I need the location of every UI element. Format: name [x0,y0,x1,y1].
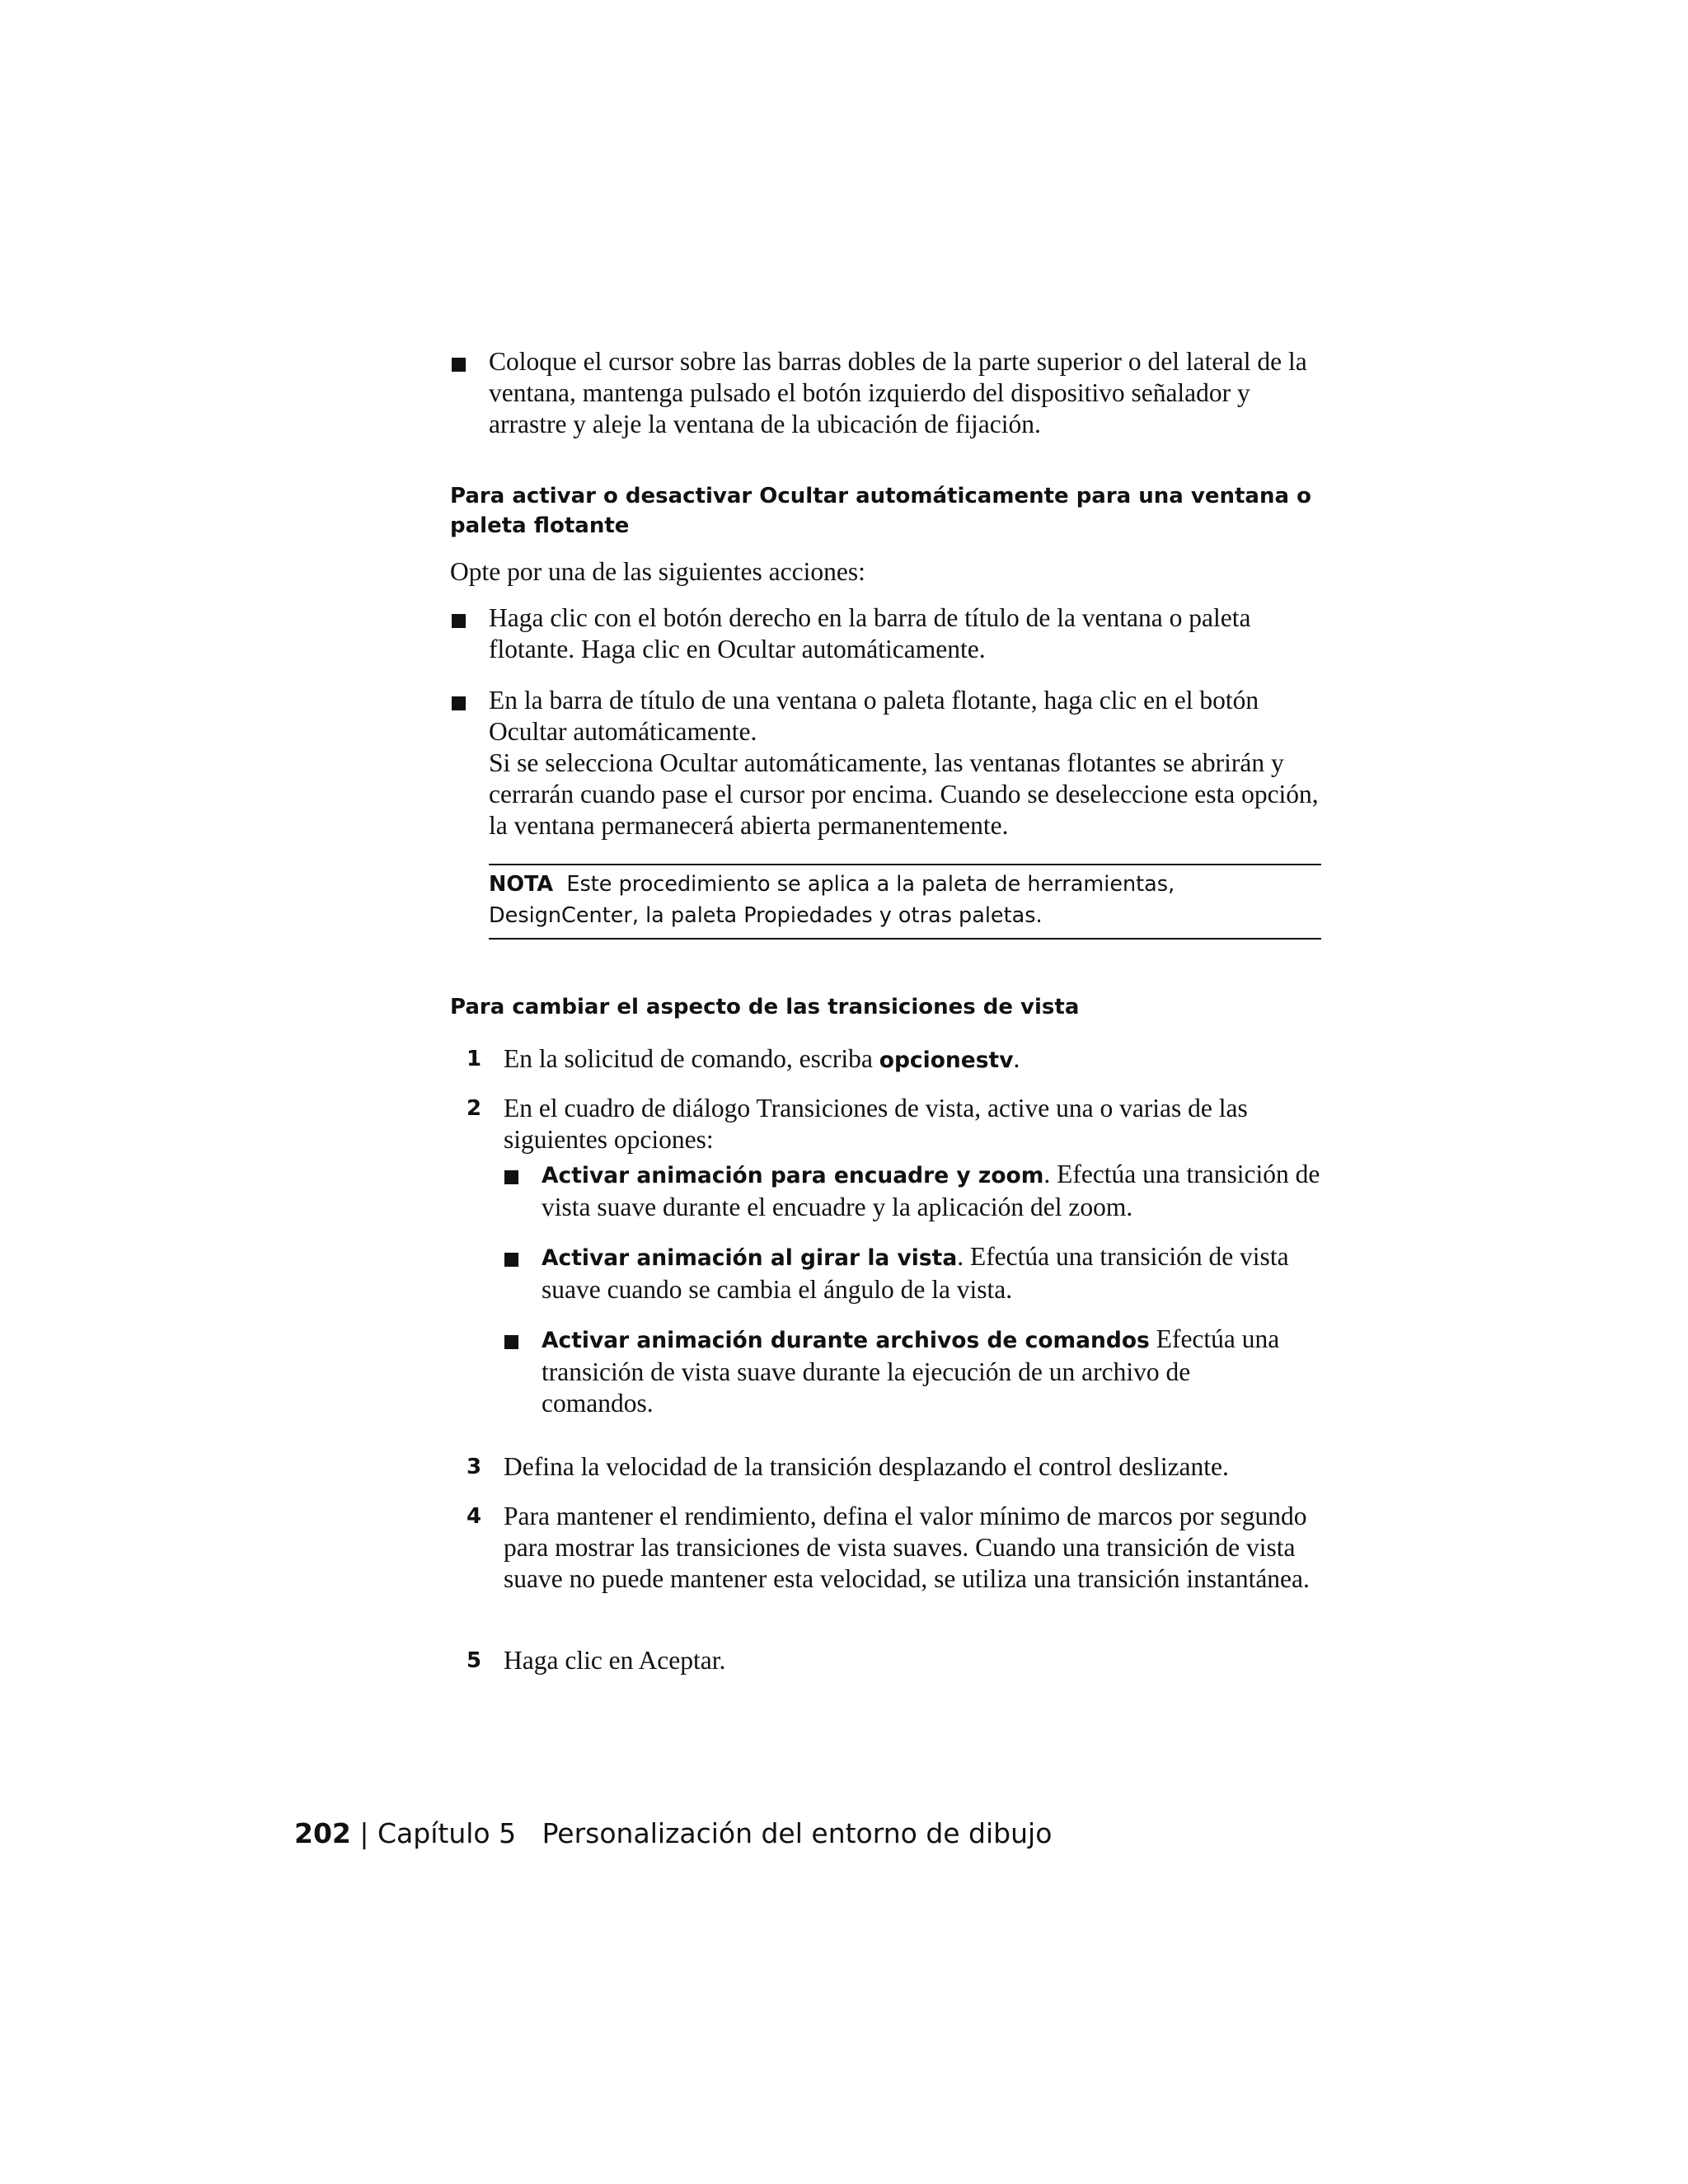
step-number: 4 [467,1504,482,1529]
section-intro: Opte por una de las siguientes acciones: [450,557,865,586]
footer-separator: | [359,1817,369,1849]
page-footer [294,1817,1448,1850]
bullet-marker [504,1335,518,1349]
autohide-option-1: Haga clic con el botón derecho en la barra de título de la ventana o paleta flotante. Haga clic en Ocultar automáticamente. [489,603,1251,663]
option-pan-zoom: Activar animación para encuadre y zoom. Efectúa una transición de vista suave durante el encuadre y la aplicación del zoom. [542,1160,1320,1221]
bullet-marker [452,696,466,710]
step-number: 5 [467,1648,482,1673]
note-bottom-rule [489,938,1321,940]
section-heading-transitions: Para cambiar el aspecto de las transiciones de vista [450,995,1080,1019]
command-name: opcionestv [879,1047,1014,1073]
note [489,869,1325,931]
note-label: NOTA [489,872,554,897]
option-label: Activar animación durante archivos de comandos [542,1328,1150,1353]
bullet-marker [504,1170,518,1184]
step-number: 1 [467,1047,482,1071]
bullet-marker [452,358,466,372]
option-label: Activar animación para encuadre y zoom [542,1163,1044,1188]
bullet-marker [504,1253,518,1267]
step-4-text: Para mantener el rendimiento, defina el valor mínimo de marcos por segundo para mostrar las transiciones de vista suaves. Cuando una transición de vista suave no puede mantener esta velocidad, se utiliza una transición instantánea. [504,1502,1310,1593]
note-top-rule [489,864,1321,865]
autohide-option-2: En la barra de título de una ventana o paleta flotante, haga clic en el botón Ocultar automáticamente. [489,686,1259,746]
chapter-title: Personalización del entorno de dibujo [542,1817,1053,1849]
option-label: Activar animación al girar la vista [542,1245,958,1271]
top-bullet-text: Coloque el cursor sobre las barras dobles de la parte superior o del lateral de la ventana, mantenga pulsado el botón izquierdo del dispositivo señalador y arrastre y aleje la ventana de la ubicación de fijación. [489,347,1307,438]
option-rotate-view: Activar animación al girar la vista. Efectúa una transición de vista suave cuando se cambia el ángulo de la vista. [542,1242,1289,1304]
step-5-text: Haga clic en Aceptar. [504,1646,726,1675]
option-scripts: Activar animación durante archivos de comandos Efectúa una transición de vista suave durante la ejecución de un archivo de comandos. [542,1324,1280,1418]
step-1-text: En la solicitud de comando, escriba opcionestv. [504,1044,1020,1073]
bullet-marker [452,614,466,628]
section-heading-autohide: Para activar o desactivar Ocultar automáticamente para una ventana o paleta flotante [450,484,1311,538]
autohide-option-2-detail: Si se selecciona Ocultar automáticamente, las ventanas flotantes se abrirán y cerrarán cuando pase el cursor por encima. Cuando se deseleccione esta opción, la ventana permanecerá abierta permanentemente. [489,748,1319,840]
step-number: 3 [467,1455,482,1479]
note-text: Este procedimiento se aplica a la paleta de herramientas, DesignCenter, la paleta Propiedades y otras paletas. [489,872,1175,928]
page-number: 202 [294,1817,351,1849]
step-3-text: Defina la velocidad de la transición desplazando el control deslizante. [504,1452,1229,1481]
chapter-label: Capítulo 5 [377,1817,517,1849]
step-number: 2 [467,1096,482,1121]
step-2-text: En el cuadro de diálogo Transiciones de vista, active una o varias de las siguientes opciones: [504,1094,1248,1154]
